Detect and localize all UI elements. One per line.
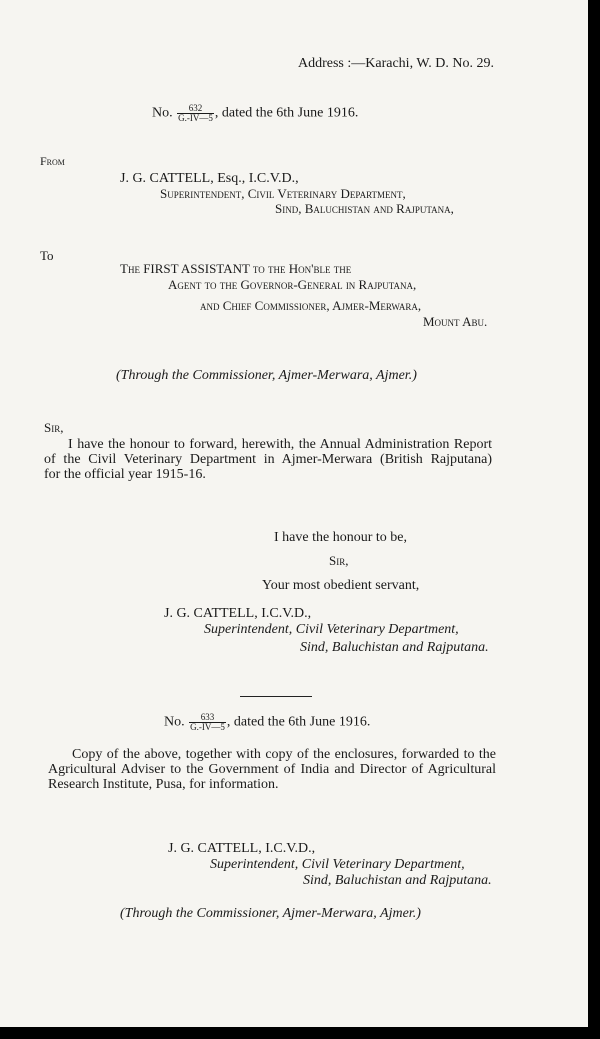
letter-number-prefix: No. bbox=[152, 105, 173, 121]
recipient-line-2: Agent to the Governor-General in Rajputana, bbox=[168, 277, 417, 292]
copy-number-fraction bbox=[189, 713, 226, 732]
from-label: From bbox=[40, 154, 65, 168]
letter-number bbox=[152, 104, 358, 123]
recipient-line-3: and Chief Commissioner, Ajmer-Merwara, bbox=[200, 298, 422, 313]
recipient-line-1: The FIRST ASSISTANT to the Hon'ble the bbox=[120, 261, 352, 276]
sender-name: J. G. CATTELL, Esq., I.C.V.D., bbox=[120, 171, 299, 186]
copy-number bbox=[164, 713, 370, 732]
letter-number-numerator: 632 bbox=[177, 104, 214, 114]
copy-number-denominator: G.-IV—5 bbox=[190, 722, 225, 732]
letter-number-fraction bbox=[177, 104, 214, 123]
sender-title: Superintendent, Civil Veterinary Department, bbox=[160, 186, 406, 201]
signature-1-title: Superintendent, Civil Veterinary Department, bbox=[204, 622, 459, 637]
signature-1-region: Sind, Baluchistan and Rajputana. bbox=[300, 640, 489, 655]
closing-line-2: Sir, bbox=[329, 553, 349, 568]
closing-line-1: I have the honour to be, bbox=[274, 530, 407, 545]
signature-2-region: Sind, Baluchistan and Rajputana. bbox=[303, 873, 492, 888]
copy-line-2: Agricultural Adviser to the Government of India and Director of Agricultural bbox=[48, 762, 496, 777]
body-line-2: of the Civil Veterinary Department in Ajmer-Merwara (British Rajputana) bbox=[44, 452, 492, 467]
letter-number-denominator: G.-IV—5 bbox=[178, 113, 213, 123]
address-line: Address :—Karachi, W. D. No. 29. bbox=[298, 56, 494, 71]
body-line-3: for the official year 1915-16. bbox=[44, 467, 206, 482]
through-note-2: (Through the Commissioner, Ajmer-Merwara, Ajmer.) bbox=[120, 906, 421, 921]
signature-2-name: J. G. CATTELL, I.C.V.D., bbox=[168, 841, 316, 856]
to-label: To bbox=[40, 248, 54, 263]
copy-date: , dated the 6th June 1916. bbox=[226, 714, 371, 730]
copy-line-1: Copy of the above, together with copy of the enclosures, forwarded to the bbox=[72, 747, 496, 762]
copy-number-prefix: No. bbox=[164, 714, 185, 730]
closing-line-3: Your most obedient servant, bbox=[262, 578, 420, 593]
signature-2-title: Superintendent, Civil Veterinary Department, bbox=[210, 857, 465, 872]
sender-region: Sind, Baluchistan and Rajputana, bbox=[275, 201, 454, 216]
salutation: Sir, bbox=[44, 420, 64, 435]
section-divider bbox=[240, 696, 312, 697]
copy-number-numerator: 633 bbox=[189, 713, 226, 723]
recipient-line-4: Mount Abu. bbox=[423, 314, 488, 329]
body-line-1: I have the honour to forward, herewith, the Annual Administration Report bbox=[68, 437, 492, 452]
through-note-1: (Through the Commissioner, Ajmer-Merwara, Ajmer.) bbox=[116, 368, 417, 383]
letter-date: , dated the 6th June 1916. bbox=[214, 105, 359, 121]
copy-line-3: Research Institute, Pusa, for information. bbox=[48, 777, 279, 792]
signature-1-name: J. G. CATTELL, I.C.V.D., bbox=[164, 606, 312, 621]
